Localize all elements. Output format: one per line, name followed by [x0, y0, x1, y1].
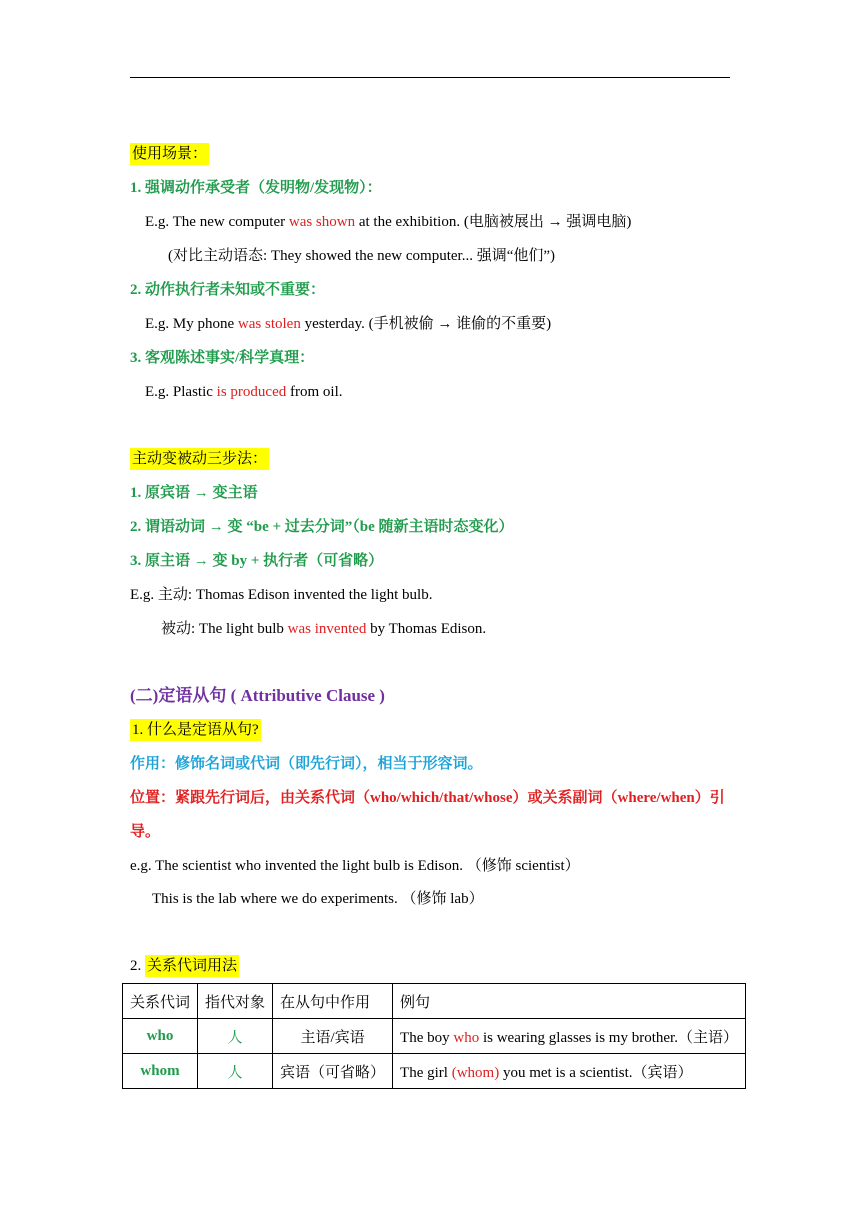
example-cell: The boy who is wearing glasses is my brother.（主语） — [393, 1019, 746, 1054]
function-cell: 宾语（可省略） — [273, 1054, 393, 1089]
step-2: 2. 谓语动词 → 变 “be + 过去分词”（be 随新主语时态变化） — [130, 519, 514, 535]
position-text-line-2: 导。 — [130, 824, 161, 840]
header-cell: 指代对象 — [198, 984, 273, 1019]
table-row — [123, 1054, 746, 1089]
usage-example-1: E.g. The new computer was shown at the exhibition. (电脑被展出 → 强调电脑) — [145, 214, 632, 230]
usage-point-1: 1. 强调动作承受者（发明物/发现物）： — [130, 180, 382, 196]
pronoun-cell: who — [123, 1019, 198, 1054]
steps-example-passive: 被动: The light bulb was invented by Thomas Edison. — [161, 621, 487, 637]
usage-point-3: 3. 客观陈述事实/科学真理： — [130, 350, 315, 366]
reference-cell: 人 — [198, 1019, 273, 1054]
header-cell: 例句 — [393, 984, 746, 1019]
table-header-row — [123, 984, 746, 1019]
passive-verb: is produced — [216, 384, 287, 400]
reference-cell: 人 — [198, 1054, 273, 1089]
relative-pronoun-table — [122, 983, 746, 1089]
step-3: 3. 原主语 → 变 by + 执行者（可省略） — [130, 553, 384, 569]
question-2: 2. 关系代词用法 — [130, 955, 239, 977]
section-title: (二)定语从句 ( Attributive Clause ) — [130, 686, 385, 705]
passive-verb: was stolen — [237, 316, 301, 332]
step-1: 1. 原宾语 → 变主语 — [130, 485, 258, 501]
usage-example-3: E.g. Plastic is produced from oil. — [145, 384, 343, 400]
header-cell: 关系代词 — [123, 984, 198, 1019]
header-cell: 在从句中作用 — [273, 984, 393, 1019]
function-cell: 主语/宾语 — [273, 1019, 393, 1054]
example-cell: The girl (whom) you met is a scientist.（宾语） — [393, 1054, 746, 1089]
table-row — [123, 1019, 746, 1054]
usage-example-1-contrast: (对比主动语态: They showed the new computer... 强调“他们”) — [168, 248, 556, 264]
clause-example-1: e.g. The scientist who invented the light bulb is Edison. （修饰 scientist） — [130, 858, 580, 874]
passive-verb: was shown — [288, 214, 356, 230]
question-1: 1. 什么是定语从句? — [130, 719, 261, 741]
usage-heading: 使用场景： — [130, 143, 209, 165]
header-rule — [130, 77, 730, 78]
steps-heading: 主动变被动三步法： — [130, 448, 269, 470]
position-text-line-1: 位置：紧跟先行词后，由关系代词（who/which/that/whose）或关系副词（where/when）引 — [130, 790, 725, 806]
usage-example-2: E.g. My phone was stolen yesterday. (手机被偷 → 谁偷的不重要) — [145, 316, 552, 332]
role-text: 作用：修饰名词或代词（即先行词），相当于形容词。 — [130, 756, 483, 772]
passive-verb: was invented — [287, 621, 367, 637]
pronoun-cell: whom — [123, 1054, 198, 1089]
clause-example-2: This is the lab where we do experiments. （修饰 lab） — [152, 891, 484, 907]
usage-point-2: 2. 动作执行者未知或不重要： — [130, 282, 326, 298]
steps-example-active: E.g. 主动: Thomas Edison invented the light bulb. — [130, 587, 433, 603]
